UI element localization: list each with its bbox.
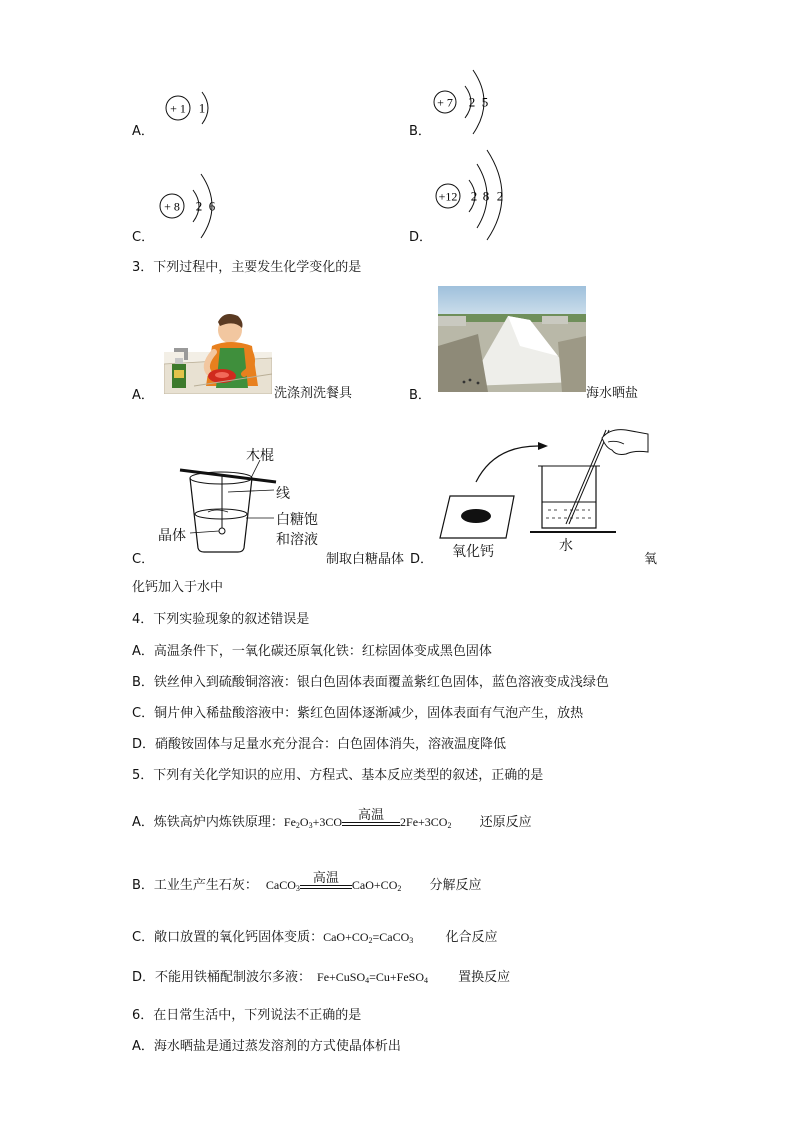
option-caption: 海水晒盐 [586, 386, 639, 401]
reaction-type: 置换反应 [458, 970, 511, 985]
equation: Fe+CuSO$_4$=Cu+FeSO$_4$ [317, 970, 429, 985]
q5-option-c [132, 926, 497, 945]
equation: CaCO$_3$ 高温 $CaO+CO_2$ [266, 878, 401, 892]
atom-diagram-a [162, 64, 262, 140]
shell-electrons: 1 [198, 100, 206, 116]
q4-option-c: C．铜片伸入稀盐酸溶液中：紫红色固体逐渐减少，固体表面有气泡产生，放热 [132, 706, 584, 721]
salt-pan-photo [438, 286, 586, 392]
q2-option-c [132, 168, 262, 244]
q5-stem: 5．下列有关化学知识的应用、方程式、基本反应类型的叙述，正确的是 [132, 768, 544, 783]
q5-option-a [132, 808, 532, 830]
option-label: B． [409, 124, 431, 139]
q4-option-b: B．铁丝伸入到硫酸铜溶液：银白色固体表面覆盖紫红色固体，蓝色溶液变成浅绿色 [132, 675, 609, 690]
q6-option-a: A．海水晒盐是通过蒸发溶剂的方式使晶体析出 [132, 1039, 401, 1054]
option-label: B． [409, 388, 431, 403]
nucleus-charge: +12 [438, 189, 458, 204]
option-text: C．敞口放置的氧化钙固体变质： [132, 930, 324, 945]
q5-option-d [132, 966, 510, 985]
glass-rod [566, 430, 606, 524]
atom-diagram-b [431, 64, 541, 140]
reaction-type: 化合反应 [445, 930, 498, 945]
shell-electrons: 2 [470, 188, 478, 204]
label-crystal: 晶体 [158, 528, 186, 544]
nucleus-charge: + 1 [170, 101, 186, 116]
option-caption: 洗涤剂洗餐具 [274, 386, 353, 401]
label-wooden-stick: 木棍 [246, 448, 274, 464]
transfer-arrow [476, 446, 538, 482]
label-calcium-oxide: 氧化钙 [452, 544, 494, 560]
q6-stem: 6．在日常生活中，下列说法不正确的是 [132, 1008, 362, 1023]
dishwashing-image [164, 308, 272, 394]
atom-diagram-c [156, 168, 266, 244]
option-label: A． [132, 388, 154, 403]
q4-stem: 4．下列实验现象的叙述错误是 [132, 612, 310, 627]
option-label: D． [409, 230, 433, 245]
option-text: D．不能用铁桶配制波尔多液： [132, 970, 312, 985]
label-water: 水 [559, 538, 573, 554]
reaction-type: 分解反应 [429, 878, 482, 893]
calcium-oxide-solid [461, 509, 491, 523]
label-thread: 线 [276, 486, 290, 502]
q3-stem: 3．下列过程中，主要发生化学变化的是 [132, 260, 362, 275]
shell-electrons: 2 [195, 198, 203, 214]
option-caption: 制取白糖晶体 [326, 552, 405, 567]
shell-electrons: 2 [468, 94, 476, 110]
calcium-oxide-water-apparatus [430, 424, 650, 550]
nucleus-charge: + 8 [164, 199, 180, 214]
q2-option-d [409, 148, 569, 244]
shell-electrons: 5 [481, 94, 489, 110]
option-label: C． [132, 230, 155, 245]
reaction-condition: 高温 [358, 808, 385, 823]
reaction-type: 还原反应 [479, 815, 532, 830]
option-label: D． [410, 552, 434, 567]
q5-option-b [132, 871, 482, 893]
shell-electrons: 6 [208, 198, 216, 214]
q4-option-d: D．硝酸铵固体与足量水充分混合：白色固体消失，溶液温度降低 [132, 737, 507, 752]
equation: $Fe_2O_3+3CO$ 高温 $2Fe+3CO_2$ [284, 815, 452, 829]
crystal [219, 528, 225, 534]
option-caption-start: 氧 [644, 552, 658, 567]
q4-option-a: A．高温条件下，一氧化碳还原氧化铁：红棕固体变成黑色固体 [132, 644, 492, 659]
reaction-condition: 高温 [312, 871, 339, 886]
nucleus-charge: + 7 [437, 95, 453, 110]
q2-option-b [409, 64, 539, 140]
shell-electrons: 8 [482, 188, 490, 204]
q2-option-a [132, 64, 242, 140]
option-caption-continued: 化钙加入于水中 [132, 580, 224, 595]
label-sugar-solution-line1: 白糖饱 [276, 512, 318, 528]
option-text: B．工业生产生石灰： [132, 878, 258, 893]
label-sugar-solution-line2: 和溶液 [276, 532, 318, 548]
atom-diagram-d [433, 148, 563, 244]
option-text: A．炼铁高炉内炼铁原理： [132, 815, 284, 830]
option-label: A． [132, 124, 154, 139]
option-label: C． [132, 552, 155, 567]
shell-electrons: 2 [496, 188, 504, 204]
equation: $CaO+CO_2=CaCO_3$ [323, 930, 414, 945]
